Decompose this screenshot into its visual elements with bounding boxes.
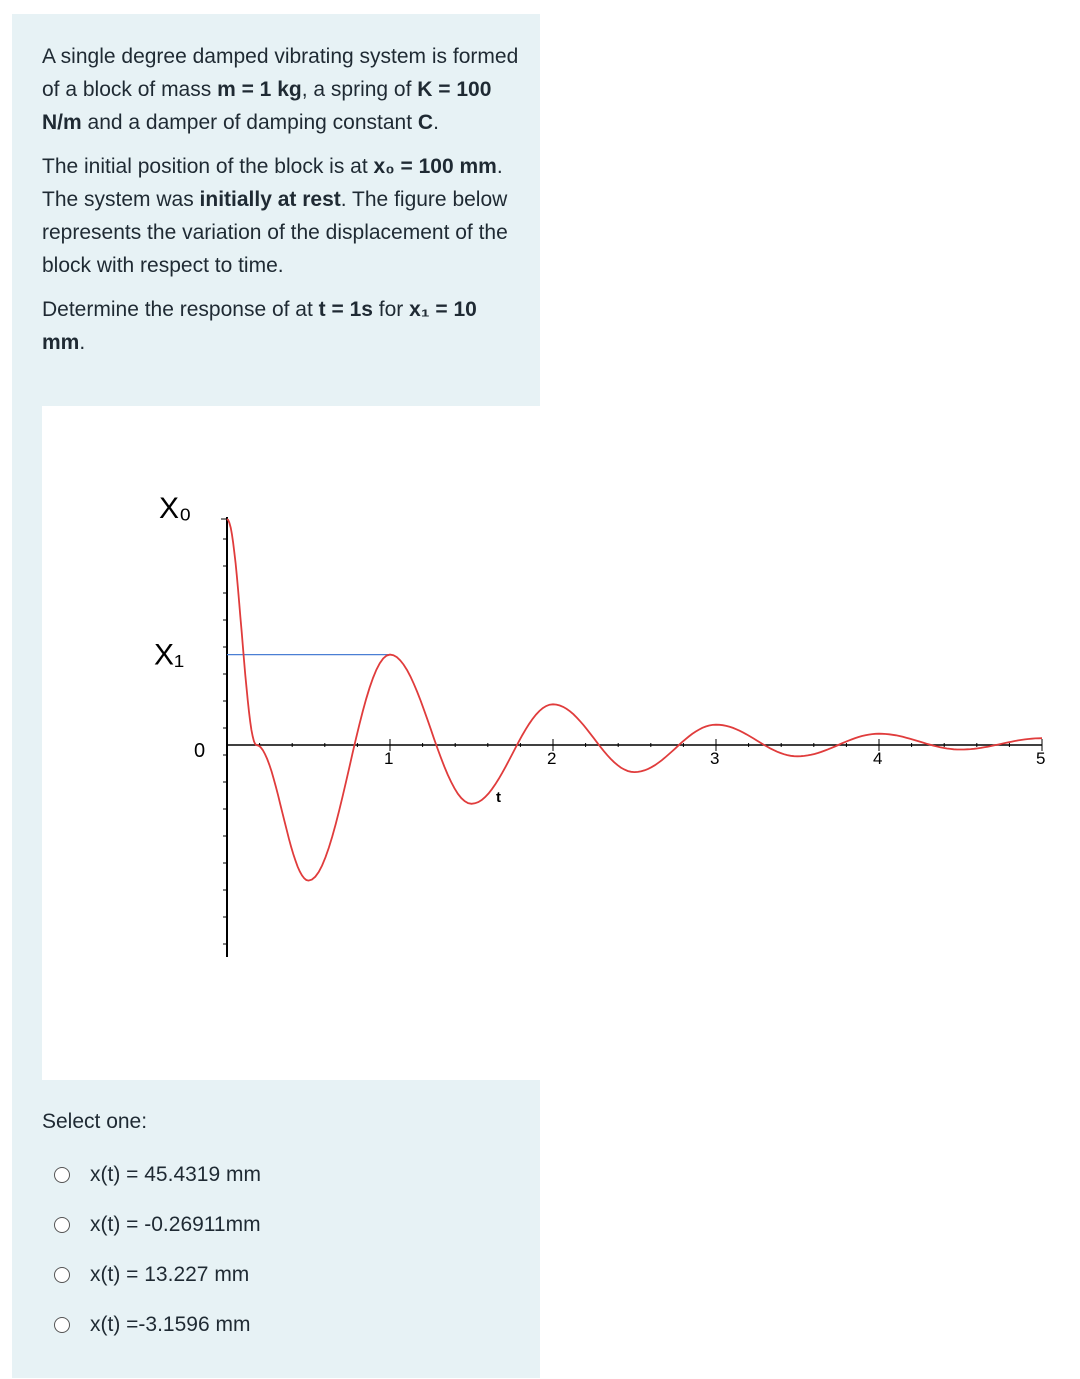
answer-option-1[interactable] (54, 1150, 261, 1200)
answer-option-2[interactable] (54, 1200, 261, 1250)
radio-icon[interactable] (54, 1317, 70, 1333)
displacement-chart (42, 406, 1062, 1080)
answer-option-label: x(t) =-3.1596 mm (90, 1313, 251, 1336)
question-text (42, 40, 522, 370)
x-tick-label: 1 (384, 749, 394, 768)
zero-label: 0 (194, 740, 206, 762)
answer-options (54, 1150, 261, 1350)
x-tick-label: 4 (873, 749, 883, 768)
answer-option-label: x(t) = 45.4319 mm (90, 1163, 261, 1186)
x-tick-label: 3 (710, 749, 720, 768)
displacement-figure (42, 406, 1046, 1080)
answer-option-4[interactable] (54, 1300, 261, 1350)
x1-label: X₁ (154, 638, 185, 672)
question-paragraph-1: A single degree damped vibrating system is formed of a block of mass m = 1 kg, a spring of K = 100 N/m and a damper of damping constant C. (42, 45, 519, 134)
displacement-curve (227, 519, 1042, 881)
t-axis-label: t (495, 789, 501, 806)
x-tick-label: 2 (547, 749, 557, 768)
answer-option-label: x(t) = -0.26911mm (90, 1213, 261, 1236)
answer-option-label: x(t) = 13.227 mm (90, 1263, 250, 1286)
question-paragraph-3: Determine the response of at t = 1s for x₁ = 10 mm. (42, 298, 477, 354)
select-one-label: Select one: (42, 1110, 148, 1133)
x-tick-label: 5 (1036, 749, 1046, 768)
radio-icon[interactable] (54, 1217, 70, 1233)
radio-icon[interactable] (54, 1167, 70, 1183)
question-paragraph-2: The initial position of the block is at x₀ = 100 mm. The system was initially at rest. The figure below represents the variation of the displacement of the block with respect to time. (42, 155, 508, 277)
x0-label: X₀ (159, 492, 192, 525)
answer-option-3[interactable] (54, 1250, 261, 1300)
radio-icon[interactable] (54, 1267, 70, 1283)
